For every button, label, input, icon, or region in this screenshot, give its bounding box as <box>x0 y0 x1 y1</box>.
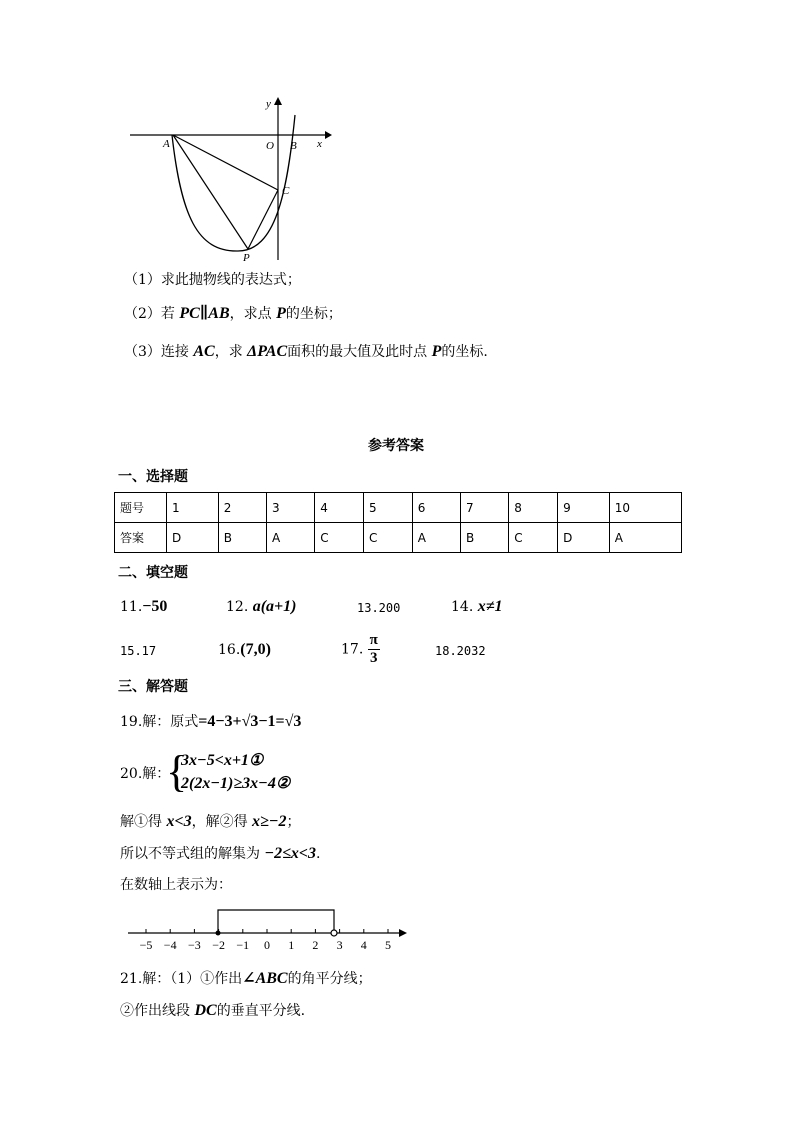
number-line-tick-label: 0 <box>264 938 270 952</box>
table-row-answers <box>115 523 682 553</box>
table-head-answer: 答案 <box>115 523 167 553</box>
table-cell: A <box>609 523 681 553</box>
number-line-tick-label: −5 <box>139 938 153 952</box>
question-3: （3）连接 AC，求 ΔPAC面积的最大值及此时点 P的坐标. <box>124 343 488 360</box>
number-line-arrow <box>399 929 407 937</box>
number-line-tick-label: −4 <box>163 938 177 952</box>
solution-20-step2: 所以不等式组的解集为 −2≤x<3. <box>120 845 321 862</box>
label-c: C <box>282 185 290 197</box>
answer-17: 17. $\frac{\pi}{3}$ <box>341 632 378 666</box>
parabola-figure <box>125 95 335 265</box>
answer-13: 13.200 <box>357 601 401 615</box>
system-brace: { <box>166 747 188 796</box>
section-choice: 一、选择题 <box>118 469 188 485</box>
table-cell: 6 <box>412 493 460 523</box>
solution-21-line2: ②作出线段 DC的垂直平分线. <box>120 1002 306 1019</box>
answer-table <box>114 492 682 553</box>
open-point-3 <box>331 930 337 936</box>
solution-20-step3: 在数轴上表示为： <box>120 877 232 893</box>
question-1: （1）求此抛物线的表达式； <box>124 272 301 288</box>
label-o: O <box>266 140 274 152</box>
table-cell: 10 <box>609 493 681 523</box>
number-line-tick-label: 4 <box>360 938 367 952</box>
number-line-tick-label: 1 <box>288 938 295 952</box>
table-cell: 2 <box>218 493 266 523</box>
answer-14: 14. x≠1 <box>451 598 503 615</box>
number-line-tick-label: 2 <box>312 938 319 952</box>
answer-15: 15.17 <box>120 644 157 658</box>
number-line-tick-label: −2 <box>212 938 225 952</box>
segment-ac <box>173 135 278 190</box>
label-b: B <box>290 140 297 152</box>
table-cell: 8 <box>509 493 558 523</box>
y-axis-arrow <box>274 97 282 105</box>
answer-18: 18.2032 <box>435 644 486 658</box>
table-cell: D <box>558 523 610 553</box>
answer-12: 12. a(a+1) <box>226 598 297 615</box>
segment-pc <box>248 190 278 249</box>
table-cell: 9 <box>558 493 610 523</box>
number-line-tick-label: −3 <box>188 938 201 952</box>
table-cell: C <box>315 523 364 553</box>
table-head-number: 题号 <box>115 493 167 523</box>
x-axis-arrow <box>325 131 332 139</box>
solution-19: 19.解：原式=4−3+√3−1=√3 <box>120 713 302 730</box>
table-cell: C <box>509 523 558 553</box>
answer-16: 16.(7,0) <box>218 641 271 658</box>
label-y: y <box>266 98 271 110</box>
table-cell: 3 <box>266 493 314 523</box>
fraction-pi-over-3: $\frac{\pi}{3}$ <box>369 632 378 666</box>
table-cell: A <box>412 523 460 553</box>
number-line <box>125 905 410 955</box>
number-line-tick-label: −1 <box>236 938 250 952</box>
number-line-tick-label: 5 <box>385 938 391 952</box>
answers-title: 参考答案 <box>368 438 424 454</box>
table-cell: 5 <box>363 493 412 523</box>
system-line-1: 3x−5<x+1① <box>181 752 264 769</box>
label-a: A <box>163 138 170 150</box>
number-line-tick-label: 3 <box>336 938 343 952</box>
solution-range-bracket <box>218 910 334 933</box>
table-row-numbers <box>115 493 682 523</box>
table-cell: B <box>218 523 266 553</box>
label-p: P <box>243 252 250 264</box>
table-cell: C <box>363 523 412 553</box>
table-cell: 4 <box>315 493 364 523</box>
solution-20-label: 20.解： <box>120 766 171 782</box>
solution-21-line1: 21.解：（1）①作出∠ABC的角平分线； <box>120 970 372 987</box>
segment-ap <box>173 135 248 249</box>
solid-point-minus-2 <box>216 931 221 936</box>
section-fill: 二、填空题 <box>118 565 188 581</box>
table-cell: A <box>266 523 314 553</box>
answer-11: 11.−50 <box>120 598 168 615</box>
table-cell: 7 <box>461 493 509 523</box>
solution-20-step1: 解①得 x<3，解②得 x≥−2； <box>120 813 301 830</box>
table-cell: B <box>461 523 509 553</box>
label-x: x <box>317 138 322 150</box>
table-cell: D <box>167 523 219 553</box>
system-line-2: 2(2x−1)≥3x−4② <box>181 775 291 792</box>
question-2: （2）若 PC∥AB，求点 P的坐标； <box>124 305 342 322</box>
table-cell: 1 <box>167 493 219 523</box>
section-solve: 三、解答题 <box>118 679 188 695</box>
